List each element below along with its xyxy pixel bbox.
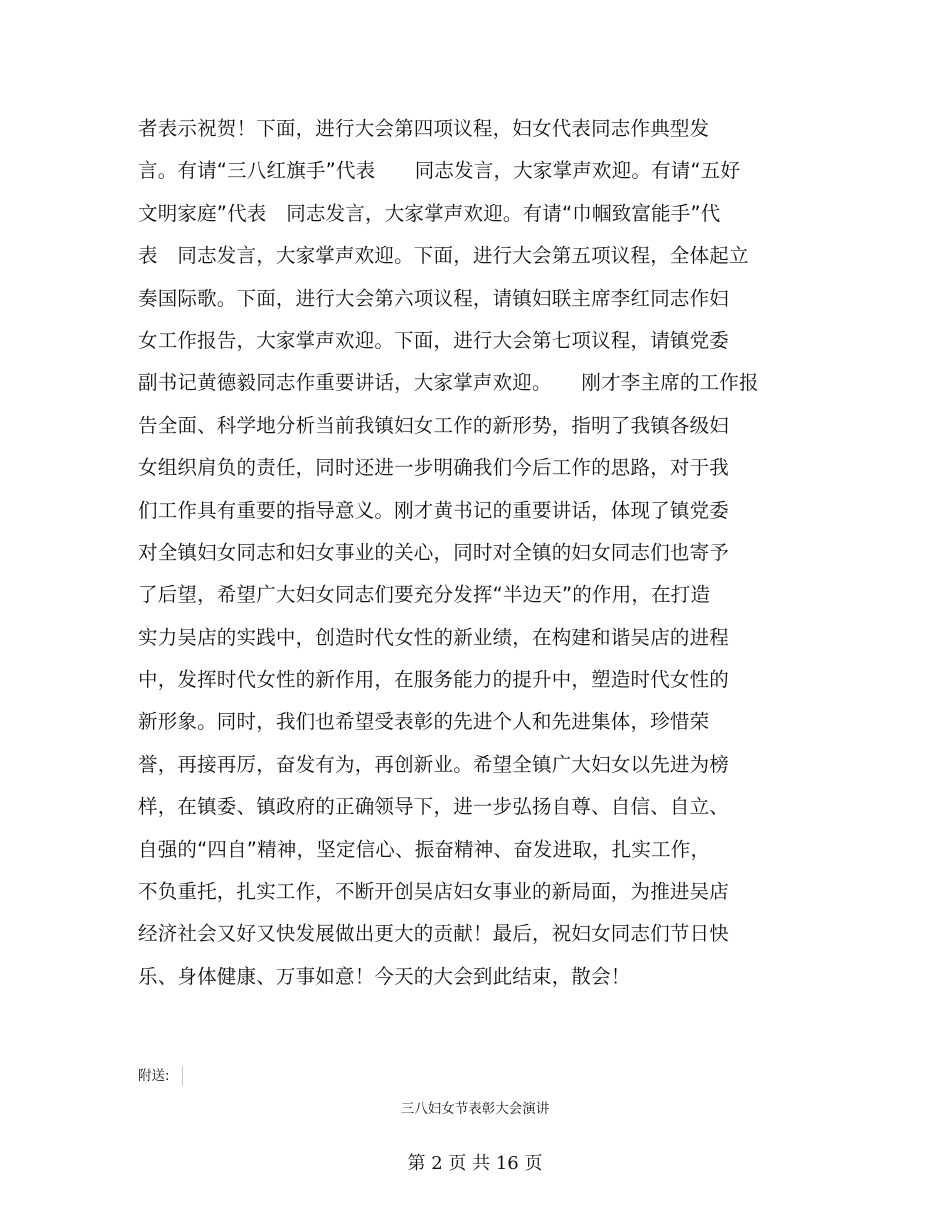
body-line: 们工作具有重要的指导意义。刚才黄书记的重要讲话，体现了镇党委 [138,498,730,522]
body-text [138,108,838,998]
body-line: 实力吴店的实践中，创造时代女性的新业绩，在构建和谐吴店的进程 [138,625,730,649]
body-line: 女工作报告，大家掌声欢迎。下面，进行大会第七项议程，请镇党委 [138,328,730,352]
body-line: 誉，再接再厉，奋发有为，再创新业。希望全镇广大妇女以先进为榜 [138,752,730,776]
body-line: 女组织肩负的责任，同时还进一步明确我们今后工作的思路，对于我 [138,456,730,480]
appendix-title: 三八妇女节表彰大会演讲 [400,1101,550,1117]
body-line: 对全镇妇女同志和妇女事业的关心，同时对全镇的妇女同志们也寄予 [138,540,730,564]
page-number: 第 2 页 共 16 页 [407,1153,543,1174]
body-line: 中，发挥时代女性的新作用，在服务能力的提升中，塑造时代女性的 [138,668,730,692]
body-line: 不负重托，扎实工作，不断开创吴店妇女事业的新局面，为推进吴店 [138,880,730,904]
body-line: 言。有请“三八红旗手”代表 同志发言，大家掌声欢迎。有请“五好 [138,159,741,183]
appendix [138,1066,183,1086]
body-line: 副书记黄德毅同志作重要讲话，大家掌声欢迎。 刚才李主席的工作报 [138,371,759,395]
body-line: 样，在镇委、镇政府的正确领导下，进一步弘扬自尊、自信、自立、 [138,795,730,819]
appendix-divider [182,1066,183,1086]
body-line: 新形象。同时，我们也希望受表彰的先进个人和先进集体，珍惜荣 [138,710,710,734]
body-line: 奏国际歌。下面，进行大会第六项议程，请镇妇联主席李红同志作妇 [138,286,730,310]
body-line: 告全面、科学地分析当前我镇妇女工作的新形势，指明了我镇各级妇 [138,413,730,437]
body-line: 经济社会又好又快发展做出更大的贡献！最后，祝妇女同志们节日快 [138,922,730,946]
body-line: 者表示祝贺！下面，进行大会第四项议程，妇女代表同志作典型发 [138,117,710,140]
body-line: 表 同志发言，大家掌声欢迎。下面，进行大会第五项议程，全体起立 [138,244,749,268]
appendix-label: 附送: [138,1068,170,1084]
body-line: 了后望，希望广大妇女同志们要充分发挥“半边天”的作用，在打造 [138,583,711,607]
body-line: 自强的“四自”精神，坚定信心、振奋精神、奋发进取，扎实工作， [138,837,711,861]
body-line: 乐、身体健康、万事如意！今天的大会到此结束，散会！ [138,964,631,988]
body-line: 文明家庭”代表 同志发言，大家掌声欢迎。有请“巾帼致富能手”代 [138,201,721,225]
